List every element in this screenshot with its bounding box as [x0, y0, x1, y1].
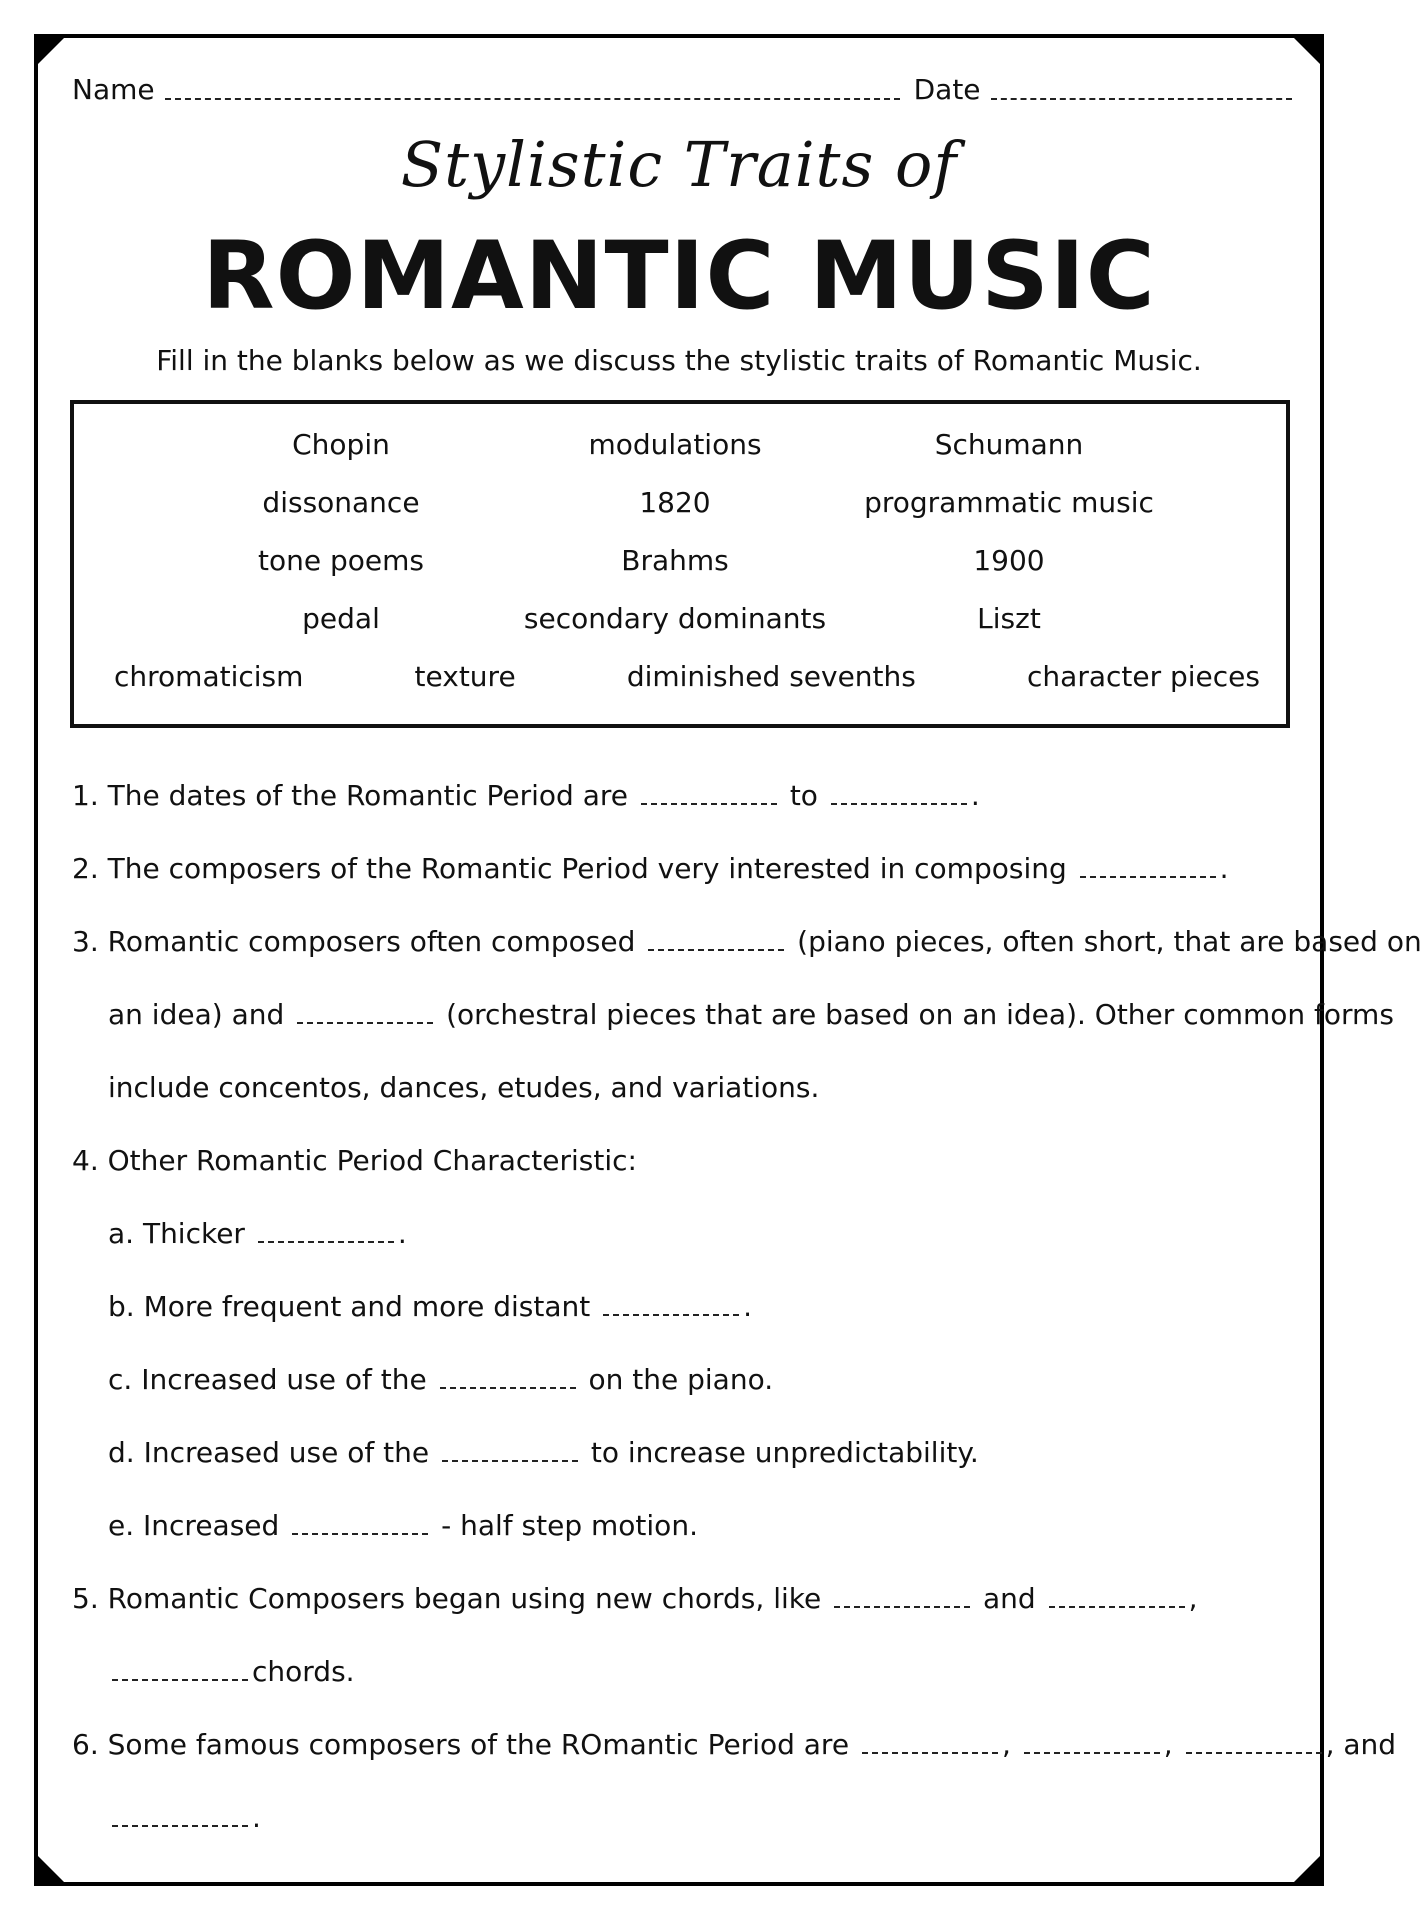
answer-blank[interactable]: [834, 1584, 970, 1608]
corner-decoration: [38, 1856, 64, 1882]
word-bank-item: dissonance: [262, 486, 420, 519]
question-5-cont: chords.: [72, 1652, 1302, 1725]
word-bank-item: pedal: [302, 602, 380, 635]
answer-blank[interactable]: [440, 1365, 576, 1389]
word-bank-item: texture: [414, 660, 516, 693]
question-1: 1. The dates of the Romantic Period are to .: [72, 779, 980, 812]
answer-blank[interactable]: [831, 781, 967, 805]
answer-blank[interactable]: [292, 1511, 428, 1535]
corner-decoration: [38, 38, 64, 64]
answer-blank[interactable]: [648, 927, 784, 951]
word-bank-item: Chopin: [292, 428, 390, 461]
word-bank-item: 1820: [639, 486, 711, 519]
word-bank-item: modulations: [588, 428, 762, 461]
question-4c: c. Increased use of the on the piano.: [108, 1363, 774, 1396]
word-bank-item: diminished sevenths: [626, 660, 916, 693]
word-bank-item: secondary dominants: [523, 602, 827, 635]
answer-blank[interactable]: [442, 1438, 578, 1462]
word-bank-item: Liszt: [977, 602, 1041, 635]
question-list: [72, 776, 1422, 1871]
word-bank-row: [74, 660, 1286, 693]
question-3-cont: an idea) and (orchestral pieces that are based on an idea). Other common forms: [108, 998, 1394, 1031]
answer-blank[interactable]: [1024, 1730, 1160, 1754]
word-bank: [70, 400, 1290, 728]
word-bank-item: programmatic music: [864, 486, 1154, 519]
word-bank-item: Brahms: [621, 544, 729, 577]
answer-blank[interactable]: [1049, 1584, 1185, 1608]
answer-blank[interactable]: [112, 1657, 248, 1681]
instructions: Fill in the blanks below as we discuss the stylistic traits of Romantic Music.: [156, 344, 1202, 377]
question-4d: d. Increased use of the to increase unpredictability.: [108, 1436, 979, 1469]
question-2: 2. The composers of the Romantic Period very interested in composing .: [72, 852, 1229, 885]
word-bank-item: 1900: [973, 544, 1045, 577]
name-field[interactable]: [165, 98, 900, 100]
word-bank-row: [74, 602, 1286, 635]
question-4b: b. More frequent and more distant .: [108, 1290, 753, 1323]
page-title: ROMANTIC MUSIC: [202, 222, 1156, 331]
answer-blank[interactable]: [641, 781, 777, 805]
word-bank-row: [74, 428, 1286, 461]
question-3: 3. Romantic composers often composed (piano pieces, often short, that are based on: [72, 925, 1422, 958]
script-title: Stylistic Traits of: [400, 128, 958, 201]
question-5: 5. Romantic Composers began using new chords, like and ,: [72, 1582, 1198, 1615]
corner-decoration: [1294, 38, 1320, 64]
question-6-cont: .: [72, 1798, 1302, 1871]
word-bank-item: chromaticism: [114, 660, 304, 693]
word-bank-item: character pieces: [1027, 660, 1260, 693]
question-4: 4. Other Romantic Period Characteristic:: [72, 1144, 637, 1177]
question-6: 6. Some famous composers of the ROmantic Period are , , , and: [72, 1728, 1397, 1761]
answer-blank[interactable]: [1080, 854, 1216, 878]
word-bank-item: Schumann: [934, 428, 1084, 461]
word-bank-row: [74, 544, 1286, 577]
question-4a: a. Thicker .: [108, 1217, 407, 1250]
name-date-line: [72, 66, 1292, 106]
name-label: Name: [72, 73, 155, 106]
date-label: Date: [913, 73, 981, 106]
answer-blank[interactable]: [112, 1803, 248, 1827]
word-bank-item: tone poems: [258, 544, 424, 577]
date-field[interactable]: [991, 98, 1292, 100]
answer-blank[interactable]: [258, 1219, 394, 1243]
answer-blank[interactable]: [603, 1292, 739, 1316]
answer-blank[interactable]: [862, 1730, 998, 1754]
answer-blank[interactable]: [1186, 1730, 1322, 1754]
word-bank-row: [74, 486, 1286, 519]
question-3-cont: include concentos, dances, etudes, and variations.: [108, 1071, 820, 1104]
question-4e: e. Increased - half step motion.: [108, 1509, 698, 1542]
answer-blank[interactable]: [297, 1000, 433, 1024]
